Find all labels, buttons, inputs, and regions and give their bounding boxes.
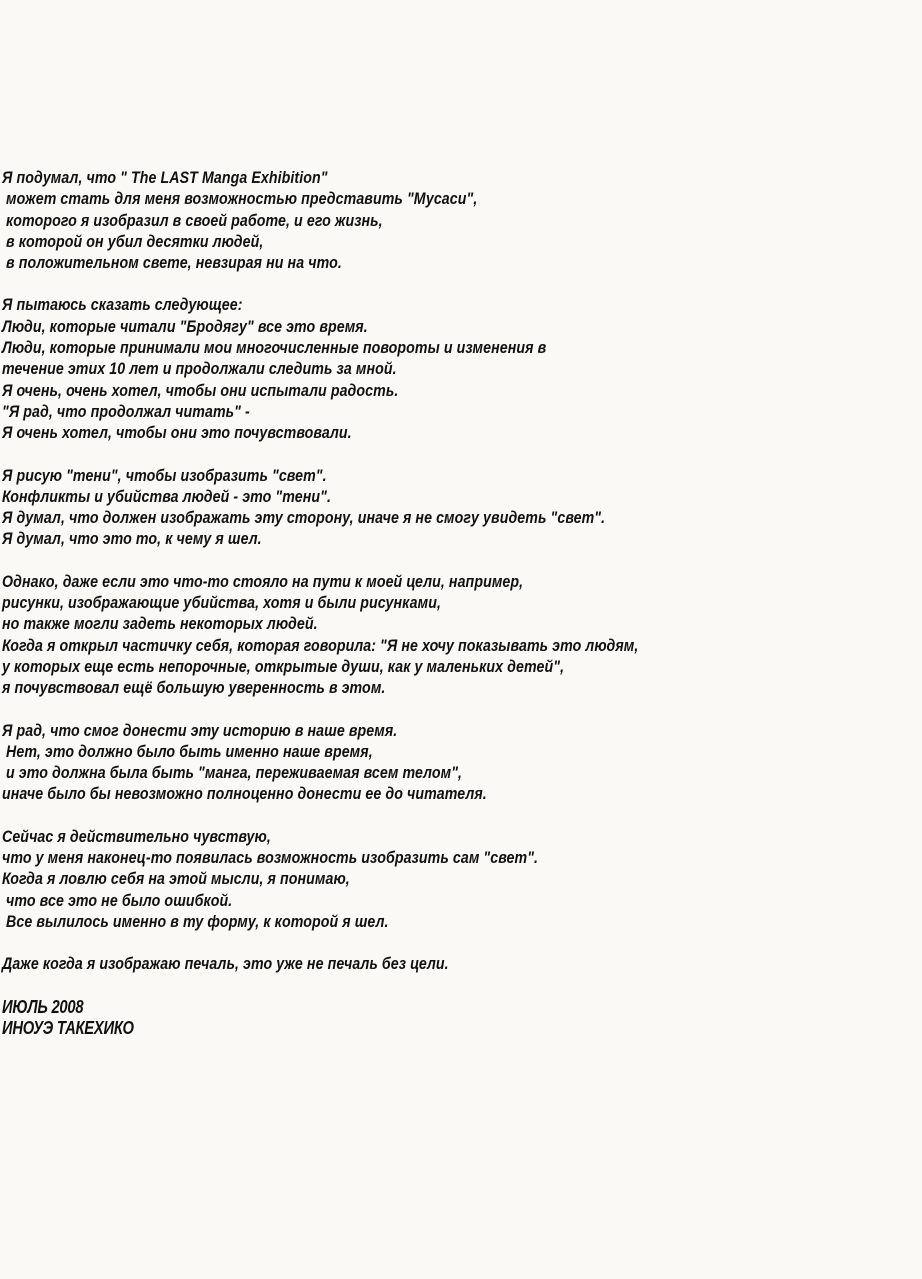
text-line: Люди, которые читали "Бродягу" все это время. — [2, 317, 368, 336]
text-line: Я подумал, что " The LAST Manga Exhibition" — [2, 169, 328, 187]
paragraph-1 — [2, 168, 917, 274]
text-line: Я очень, очень хотел, чтобы они испытали радость. — [2, 381, 399, 400]
text-line: Однако, даже если это что-то стояло на пути к моей цели, например, — [2, 572, 524, 591]
text-line: Нет, это должно было быть именно наше время, — [2, 742, 373, 761]
text-line: Я пытаюсь сказать следующее: — [2, 296, 243, 315]
afterword-document — [2, 168, 917, 1039]
text-line: Люди, которые принимали мои многочисленные повороты и изменения в — [2, 339, 547, 358]
text-line: Когда я открыл частичку себя, которая говорила: "Я не хочу показывать это людям, — [2, 636, 639, 655]
text-line: Я рад, что смог донести эту историю в наше время. — [2, 721, 398, 740]
text-line: и это должна была быть "манга, переживаемая всем телом", — [2, 764, 463, 783]
text-line: которого я изобразил в своей работе, и его жизнь, — [2, 211, 383, 230]
text-line: может стать для меня возможностью представить "Мусаси", — [2, 190, 478, 209]
signature-date: ИЮЛЬ 2008 — [2, 996, 84, 1017]
text-line: но также могли задеть некоторых людей. — [2, 615, 318, 634]
text-line: что все это не было ошибкой. — [2, 891, 233, 910]
signature-block — [2, 997, 917, 1040]
text-line: в положительном свете, невзирая ни на что. — [2, 254, 342, 273]
text-line: я почувствовал ещё большую уверенность в этом. — [2, 679, 386, 698]
text-line: рисунки, изображающие убийства, хотя и были рисунками, — [2, 594, 441, 613]
paragraph-3 — [2, 466, 917, 551]
text-line: Я думал, что это то, к чему я шел. — [2, 530, 262, 549]
text-line: течение этих 10 лет и продолжали следить за мной. — [2, 360, 397, 379]
text-line: Я думал, что должен изображать эту сторону, иначе я не смогу увидеть "свет". — [2, 509, 606, 528]
text-line: Конфликты и убийства людей - это "тени". — [2, 487, 331, 506]
text-line: Все вылилось именно в ту форму, к которой я шел. — [2, 912, 389, 931]
text-line: Я очень хотел, чтобы они это почувствовали. — [2, 424, 352, 443]
text-line: у которых еще есть непорочные, открытые души, как у маленьких детей", — [2, 657, 565, 676]
paragraph-6 — [2, 827, 917, 933]
paragraph-7 — [2, 954, 917, 975]
text-line: Я рисую "тени", чтобы изобразить "свет". — [2, 466, 327, 485]
text-line: в которой он убил десятки людей, — [2, 232, 264, 251]
text-line: Даже когда я изображаю печаль, это уже не печаль без цели. — [2, 955, 449, 974]
paragraph-4 — [2, 572, 917, 700]
text-line: иначе было бы невозможно полноценно донести ее до читателя. — [2, 785, 487, 804]
paragraph-2 — [2, 295, 917, 444]
paragraph-5 — [2, 721, 917, 806]
signature-author: ИНОУЭ ТАКЕХИКО — [2, 1017, 134, 1038]
text-line: "Я рад, что продолжал читать" - — [2, 402, 250, 421]
text-line: Сейчас я действительно чувствую, — [2, 827, 271, 846]
text-line: что у меня наконец-то появилась возможность изобразить сам "свет". — [2, 849, 539, 868]
text-line: Когда я ловлю себя на этой мысли, я понимаю, — [2, 870, 350, 889]
